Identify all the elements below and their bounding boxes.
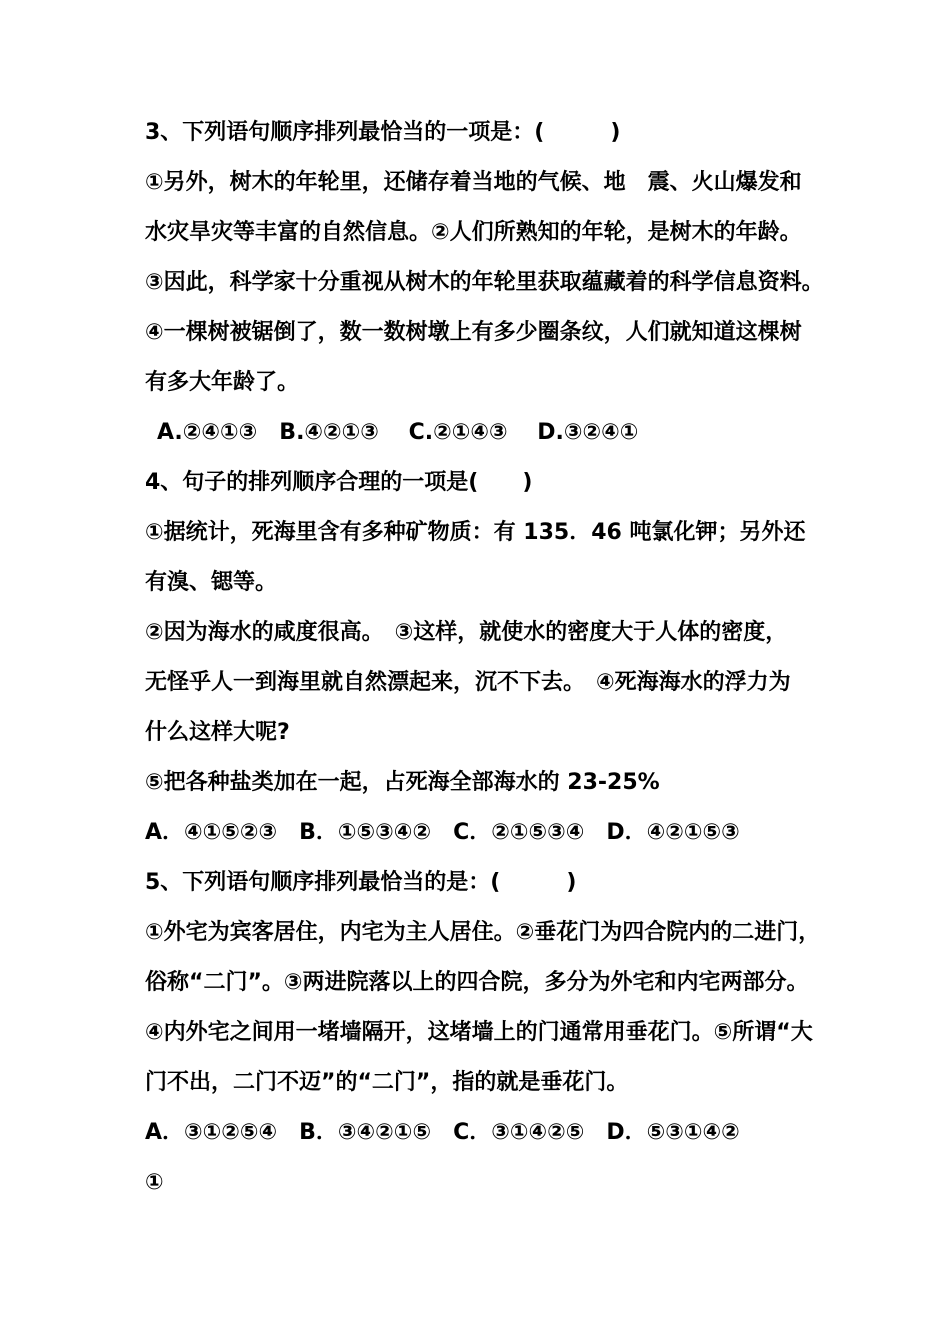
q4-options: A．④①⑤②③ B．①⑤③④② C．②①⑤③④ D．④②①⑤③ [145,820,740,845]
q5-line-1: ①外宅为宾客居住，内宅为主人居住。②垂花门为四合院内的二进门， [145,920,821,945]
q5-options: A．③①②⑤④ B．③④②①⑤ C．③①④②⑤ D．⑤③①④② [145,1120,740,1145]
q4-line-4: 无怪乎人一到海里就自然漂起来，沉不下去。 ④死海海水的浮力为 [145,670,791,695]
q4-title: 4、句子的排列顺序合理的一项是( ) [145,470,533,495]
q4-line-1: ①据统计，死海里含有多种矿物质：有 135．46 吨氯化钾；另外还 [145,520,806,545]
q5-line-2: 俗称“二门”。③两进院落以上的四合院，多分为外宅和内宅两部分。 [145,970,809,995]
q3-line-1: ①另外，树木的年轮里，还储存着当地的气候、地 震、火山爆发和 [145,170,802,195]
q5-line-4: 门不出，二门不迈”的“二门”，指的就是垂花门。 [145,1070,629,1095]
q3-options: A.②④①③ B.④②①③ C.②①④③ D.③②④① [157,420,639,445]
q4-line-2: 有溴、锶等。 [145,570,278,595]
q3-line-4: ④一棵树被锯倒了，数一数树墩上有多少圈条纹，人们就知道这棵树 [145,320,802,345]
q3-line-2: 水灾旱灾等丰富的自然信息。②人们所熟知的年轮，是树木的年龄。 [145,220,802,245]
q4-line-6: ⑤把各种盐类加在一起，占死海全部海水的 23-25% [145,770,660,795]
q5-title: 5、下列语句顺序排列最恰当的是：( ) [145,870,577,895]
q5-options-wrap: ① [145,1170,164,1195]
q3-line-5: 有多大年龄了。 [145,370,300,395]
q3-title: 3、下列语句顺序排列最恰当的一项是：( ) [145,120,621,145]
q3-line-3: ③因此，科学家十分重视从树木的年轮里获取蕴藏着的科学信息资料。 [145,270,824,295]
q5-line-3: ④内外宅之间用一堵墙隔开，这堵墙上的门通常用垂花门。⑤所谓“大 [145,1020,813,1045]
q4-line-5: 什么这样大呢? [145,720,290,745]
q4-line-3: ②因为海水的咸度很高。 ③这样，就使水的密度大于人体的密度， [145,620,788,645]
